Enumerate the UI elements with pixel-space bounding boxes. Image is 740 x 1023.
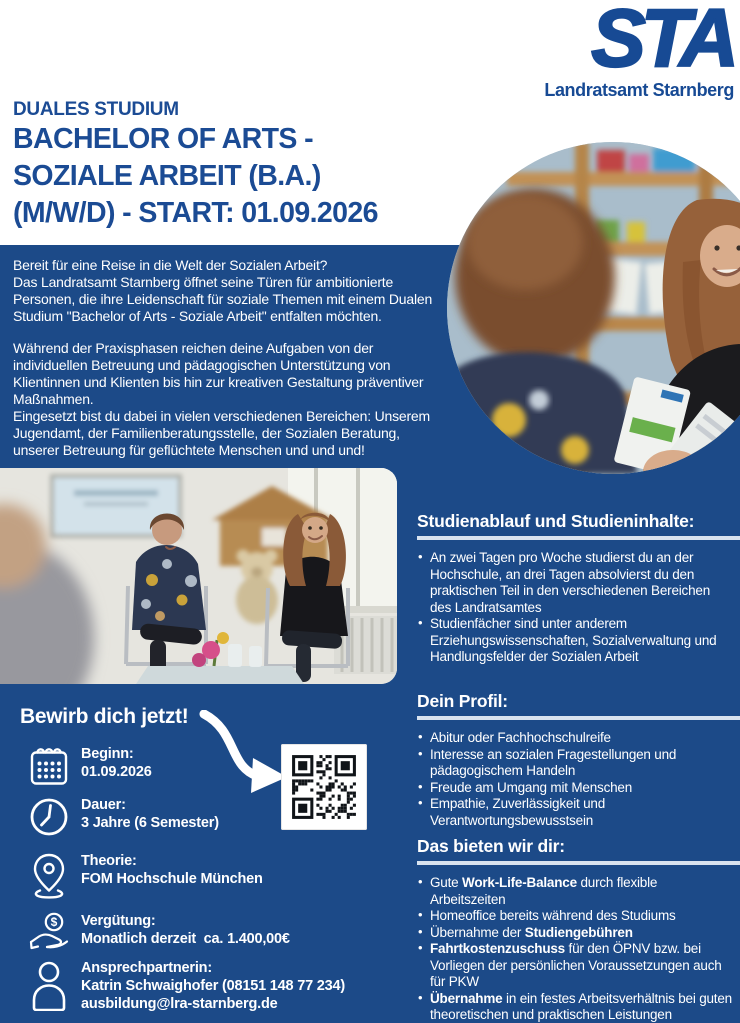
contact-person-icon	[26, 959, 72, 1011]
info-value: 3 Jahre (6 Semester)	[81, 815, 219, 831]
intro-paragraph-1: Das Landratsamt Starnberg öffnet seine Türen für ambitionierte Personen, die ihre Leidenschaft für soziale Themen mit einem Dualen Studium "Bachelor of Arts - Soziale Arbeit" entfalten möchten.	[13, 274, 433, 324]
bullet-item: • Empathie, Zuverlässigkeit und Verantwortungsbewusstsein	[417, 796, 732, 829]
bullet-item: • Übernahme der Studiengebühren	[417, 925, 732, 942]
office-photo-illustration	[0, 468, 397, 684]
apply-heading: Bewirb dich jetzt!	[20, 705, 189, 728]
bullet-item: • Freude am Umgang mit Menschen	[417, 780, 732, 797]
info-label: Dauer:	[81, 797, 126, 813]
location-pin-icon	[26, 852, 72, 900]
info-item-beginn	[26, 745, 396, 787]
section-underline	[417, 861, 740, 865]
bullet-list	[417, 875, 740, 1023]
title-line-2: SOZIALE ARBEIT (B.A.)	[13, 160, 321, 192]
intro-paragraph-3: Eingesetzt bist du dabei in vielen verschiedenen Bereichen: Unserem Jugendamt, der Familienberatungsstelle, der Sozialen Beratung, unserer Betreuung für geflüchtete Menschen und und und!	[13, 408, 430, 458]
intro-text	[13, 257, 449, 459]
info-value: 01.09.2026	[81, 764, 152, 780]
info-value: Katrin Schwaighofer (08151 148 77 234)	[81, 978, 345, 994]
page-title	[13, 121, 378, 232]
info-item-verguetung	[26, 912, 396, 954]
info-value-email: ausbildung@lra-starnberg.de	[81, 996, 278, 1012]
info-label: Vergütung:	[81, 913, 156, 929]
section-das-bieten-wir-dir	[417, 836, 740, 1023]
salary-hand-icon	[26, 912, 72, 954]
title-line-3: (M/W/D) - START: 01.09.2026	[13, 197, 378, 229]
info-label: Theorie:	[81, 853, 137, 869]
section-underline	[417, 536, 740, 540]
bullet-item: • Interesse an sozialen Fragestellungen und pädagogischem Handeln	[417, 747, 732, 780]
section-studienablauf	[417, 511, 740, 666]
info-item-theorie	[26, 852, 396, 900]
section-title: Dein Profil:	[417, 691, 508, 711]
bullet-list	[417, 730, 740, 829]
bullet-item: • Fahrtkostenzuschuss für den ÖPNV bzw. bei Vorliegen der persönlichen Voraussetzungen auch für PKW	[417, 941, 732, 991]
info-item-dauer	[26, 796, 396, 838]
section-dein-profil	[417, 691, 740, 829]
info-value: FOM Hochschule München	[81, 871, 263, 887]
title-line-1: BACHELOR OF ARTS -	[13, 123, 314, 155]
bullet-item: • Homeoffice bereits während des Studiums	[417, 908, 732, 925]
info-item-ansprechpartnerin	[26, 959, 396, 1013]
paragraph-gap	[13, 325, 449, 340]
kicker-duales-studium: DUALES STUDIUM	[13, 99, 179, 120]
info-value: Monatlich derzeit ca. 1.400,00€	[81, 931, 290, 947]
logo-text: STA	[591, 0, 734, 84]
bullet-item: • Übernahme in ein festes Arbeitsverhältnis bei guten theoretischen und praktischen Leistungen	[417, 991, 732, 1023]
section-underline	[417, 716, 740, 720]
svg-text:$: $	[50, 915, 58, 930]
bullet-item: • Abitur oder Fachhochschulreife	[417, 730, 732, 747]
bullet-list	[417, 550, 740, 666]
bullet-item: • Studienfächer sind unter anderem Erziehungswissenschaften, Sozialverwaltung und Handlungsfelder der Sozialen Arbeit	[417, 616, 732, 666]
logo-subtitle: Landratsamt Starnberg	[544, 80, 734, 100]
section-title: Das bieten wir dir:	[417, 836, 565, 856]
clock-icon	[26, 796, 72, 838]
office-photo	[0, 468, 397, 684]
info-label: Beginn:	[81, 746, 134, 762]
info-label: Ansprechpartnerin:	[81, 960, 212, 976]
intro-paragraph-2: Während der Praxisphasen reichen deine Aufgaben von der individuellen Betreuung und pädagogischen Unterstützung von Klientinnen und Klienten bis hin zur kreativen Gestaltung präventiver Maßnahmen.	[13, 340, 424, 407]
bullet-item: • An zwei Tagen pro Woche studierst du an der Hochschule, an drei Tagen absolvierst du den praktischen Teil in den verschiedenen Bereichen des Landratsamtes	[417, 550, 732, 616]
calendar-icon	[26, 745, 72, 787]
intro-question: Bereit für eine Reise in die Welt der Sozialen Arbeit?	[13, 257, 328, 273]
section-title: Studienablauf und Studieninhalte:	[417, 511, 695, 531]
bullet-item: • Gute Work-Life-Balance durch flexible Arbeitszeiten	[417, 875, 732, 908]
logo	[544, 0, 734, 101]
